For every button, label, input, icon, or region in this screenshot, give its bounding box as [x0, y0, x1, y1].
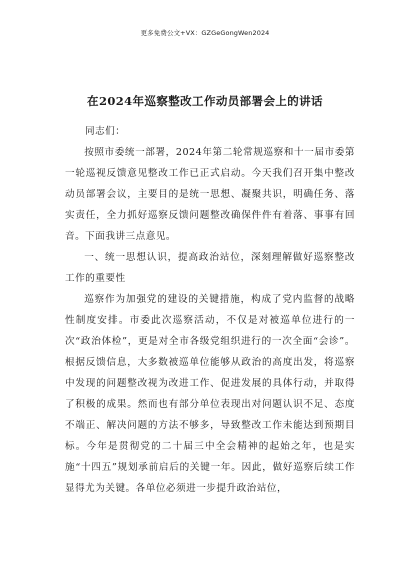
section-heading-one: 一、统一思想认识，提高政治站位，深刻理解做好巡察整改工作的重要性 — [65, 252, 355, 284]
document-title: 在2024年巡察整改工作动员部署会上的讲话 — [87, 94, 323, 108]
salutation: 同志们： — [85, 126, 126, 137]
document-body — [65, 142, 355, 499]
watermark-header: 更多免费公文+VX：GZGeGongWen2024 — [140, 29, 270, 37]
paragraph-intro: 按照市委统一部署，2024年第二轮常规巡察和十一届市委第一轮巡视反馈意见整改工作已正式启动。今天我们召开集中整改动员部署会议，主要目的是统一思想、凝聚共识，明确任务、落实责任，全力抓好巡察反馈问题整改确保件件有着落、事事有回音。下面我讲三点意见。 — [65, 147, 355, 242]
paragraph-section-one: 巡察作为加强党的建设的关键措施，构成了党内监督的战略性制度安排。市委此次巡察活动，不仅是对被巡单位进行的一次“政治体检”，更是对全市各级党组织进行的一次全面“会诊”。根据反馈信息，大多数被巡单位能够从政治的高度出发，将巡察中发现的问题整改视为改进工作、促进发展的具体行动，并取得了积极的成果。然而也有部分单位表现出对问题认识不足、态度不端正、解决问题的方法不够多，导致整改工作未能达到预期目标。今年是贯彻党的二十届三中全会精神的起始之年，也是实施“十四五”规划承前启后的关键一年。因此，做好巡察后续工作显得尤为关键。各单位必须进一步提升政治站位， — [65, 294, 355, 494]
